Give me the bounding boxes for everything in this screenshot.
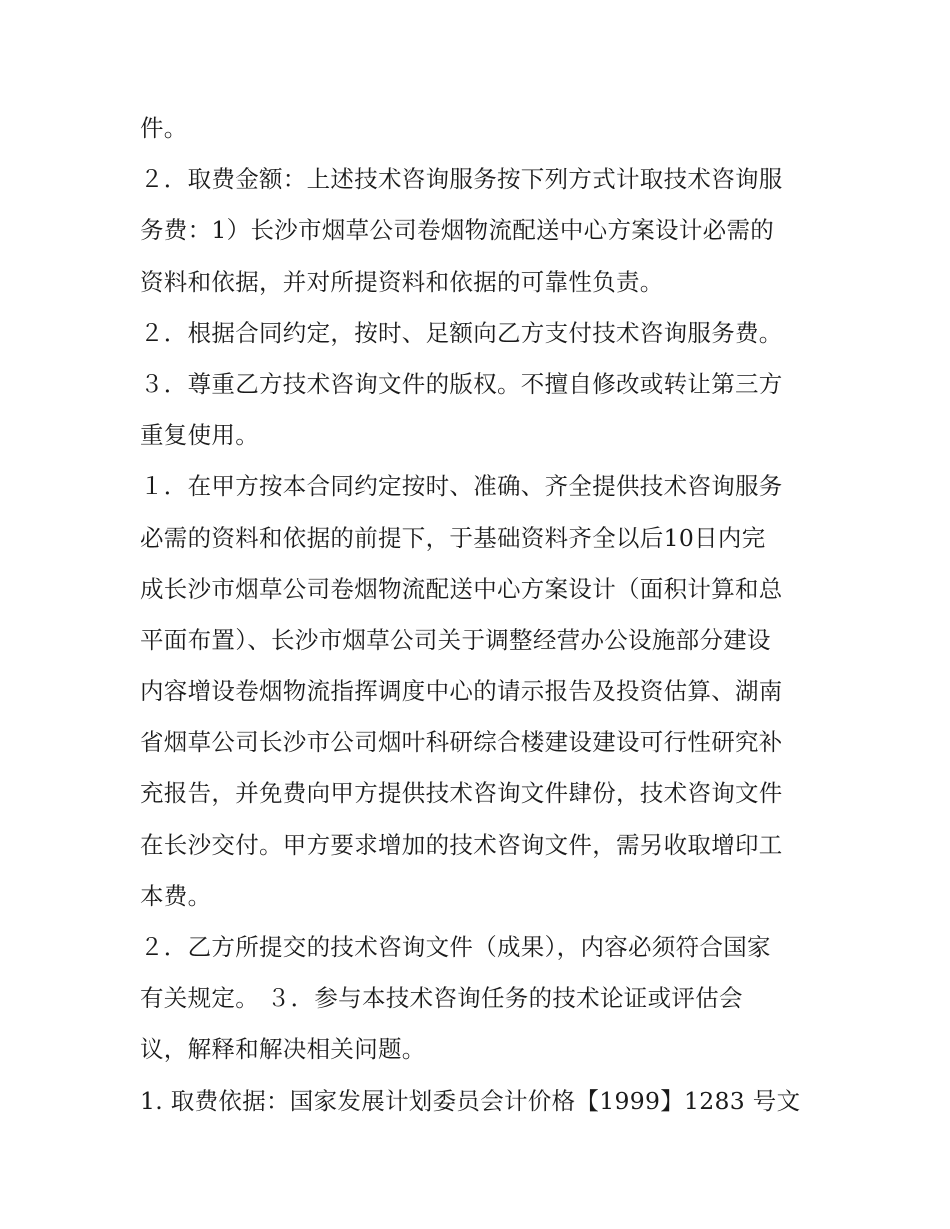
- text-line: 内容增设卷烟物流指挥调度中心的请示报告及投资估算、湖南: [140, 677, 783, 706]
- text-line: 资料和依据，并对所提资料和依据的可靠性负责。: [140, 267, 664, 296]
- text-line: 平面布置）、长沙市烟草公司关于调整经营办公设施部分建设: [140, 625, 771, 654]
- text-line: ２．乙方所提交的技术咨询文件（成果），内容必须符合国家: [140, 933, 771, 961]
- text-line: 在长沙交付。甲方要求增加的技术咨询文件，需另收取增印工: [140, 830, 783, 859]
- text-line: 本费。: [140, 881, 212, 910]
- text-line: 1. 取费依据：国家发展计划委员会计价格【1999】1283 号文: [140, 1086, 801, 1115]
- text-line: 重复使用。: [140, 421, 259, 450]
- text-line: ２．根据合同约定，按时、足额向乙方支付技术咨询服务费。: [140, 318, 783, 347]
- text-line: 必需的资料和依据的前提下，于基础资料齐全以后10日内完: [140, 523, 766, 552]
- body-text: [140, 103, 830, 1127]
- text-line: ２．取费金额：上述技术咨询服务按下列方式计取技术咨询服: [140, 165, 783, 194]
- text-line: 成长沙市烟草公司卷烟物流配送中心方案设计（面积计算和总: [140, 574, 783, 603]
- text-line: 充报告，并免费向甲方提供技术咨询文件肆份，技术咨询文件: [140, 779, 783, 808]
- text-line: 务费：1）长沙市烟草公司卷烟物流配送中心方案设计必需的: [140, 216, 775, 245]
- text-line: 省烟草公司长沙市公司烟叶科研综合楼建设建设可行性研究补: [140, 728, 783, 757]
- text-line: １．在甲方按本合同约定按时、准确、齐全提供技术咨询服务: [140, 472, 783, 501]
- text-line: 件。: [140, 114, 188, 142]
- text-line: 议，解释和解决相关问题。: [140, 1035, 426, 1064]
- text-line: 有关规定。 ３．参与本技术咨询任务的技术论证或评估会: [140, 984, 743, 1013]
- text-line: ３．尊重乙方技术咨询文件的版权。不擅自修改或转让第三方: [140, 369, 783, 398]
